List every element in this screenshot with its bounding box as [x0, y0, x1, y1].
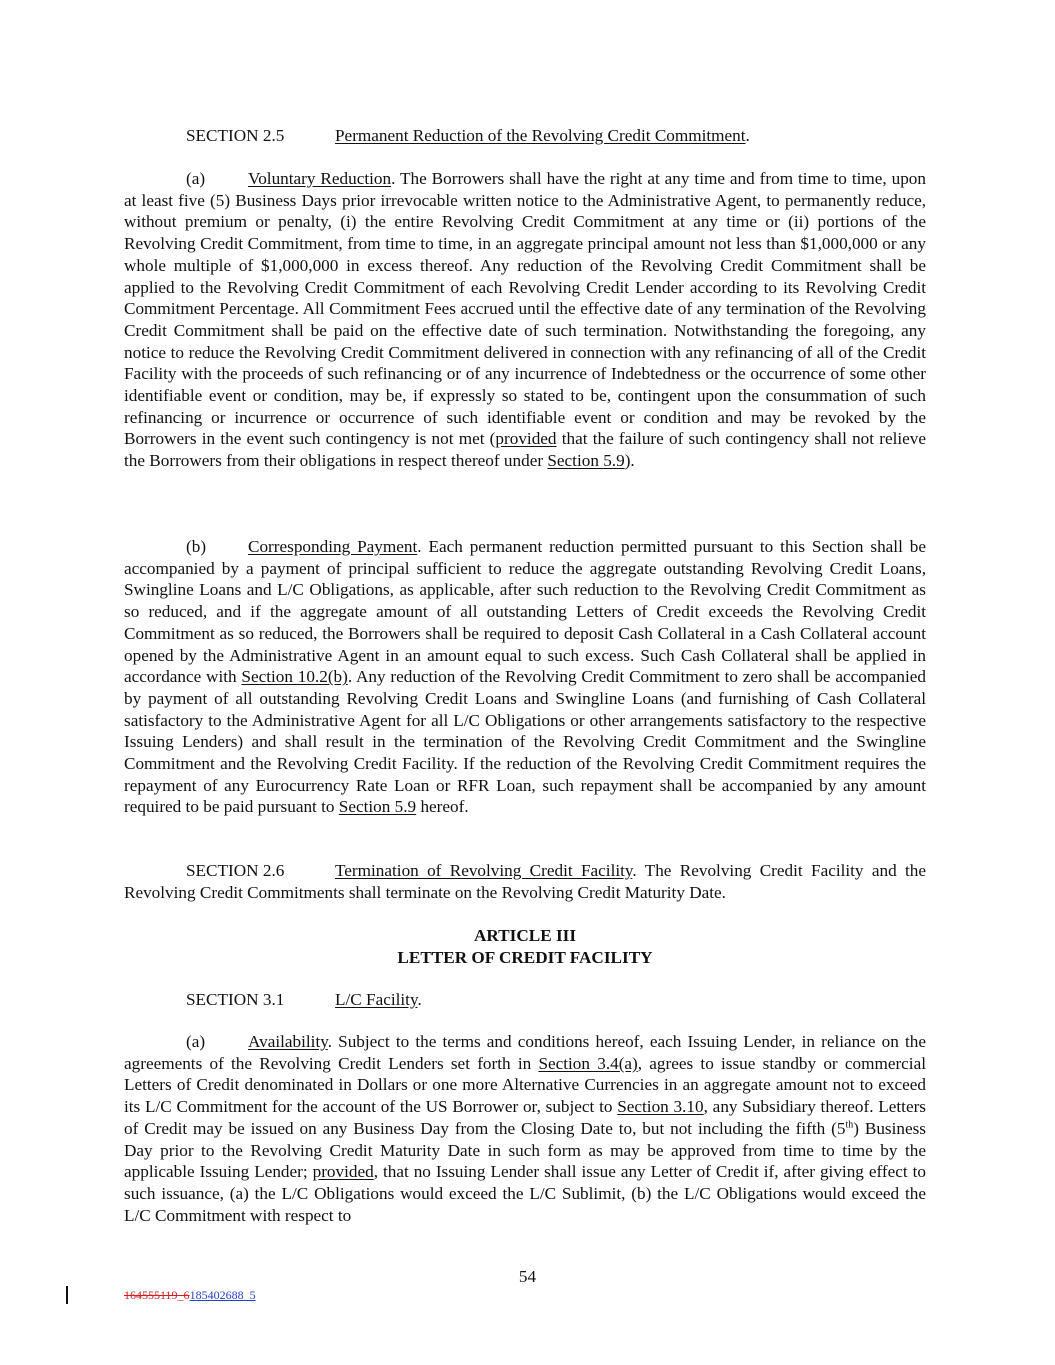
paragraph-text: hereof. [416, 797, 469, 817]
paragraph-text: , any Subsidiary thereof. Letters of Credit may be issued on any Business Day from the Closing Date to, but not including the fifth (5 [124, 1097, 926, 1138]
article-heading [124, 925, 926, 968]
paragraph-text: . The Borrowers shall have the right at any time and from time to time, upon at least five (5) Business Days prior irrevocable written notice to the Administrative Agent, to permanently reduce, without premium or penalty, (i) the entire Revolving Credit Commitment at any time or (ii) portions of the Revolving Credit Commitment, from time to time, in an aggregate principal amount not less than $1,000,000 or any whole multiple of $1,000,000 in excess thereof. Any reduction of the Revolving Credit Commitment shall be applied to the Revolving Credit Commitment of each Revolving Credit Lender according to its Revolving Credit Commitment Percentage. All Commitment Fees accrued until the effective date of any termination of the Revolving Credit Commitment shall be paid on the effective date of such termination. Notwithstanding the foregoing, any notice to reduce the Revolving Credit Commitment delivered in connection with any refinancing of all of the Credit Facility with the proceeds of such refinancing or of any incurrence of Indebtedness or the occurrence of some other identifiable event or condition, may be, if expressly so stated to be, contingent upon the consummation of such refinancing or incurrence or occurrence of such identifiable event or condition and may be revoked by the Borrowers in the event such contingency is not met ( [124, 169, 926, 449]
provided-term: provided [495, 429, 557, 449]
paragraph-text: . Subject to the terms and conditions hereof, each Issuing Lender, in reliance on the agreements of the Revolving Credit Lenders set forth in [124, 1032, 926, 1073]
paragraph-text: ). [624, 451, 635, 471]
section-title: Permanent Reduction of the Revolving Credit Commitment [335, 126, 746, 145]
clause-label: (a) [186, 1032, 206, 1051]
page-number: 54 [518, 1267, 537, 1286]
article-title: LETTER OF CREDIT FACILITY [397, 947, 653, 967]
section-2-5-heading: SECTION 2.5 Permanent Reduction of the Revolving Credit Commitment. [186, 126, 750, 145]
clause-heading: Corresponding Payment [248, 537, 418, 556]
paragraph-text: that the failure of such contingency shall not relieve the Borrowers from their obligations in respect thereof under [124, 429, 926, 471]
paragraph-text: . The Revolving Credit Facility and the Revolving Credit Commitments shall terminate on the Revolving Credit Maturity Date. [124, 861, 927, 902]
section-title: Termination of Revolving Credit Facility [335, 861, 633, 880]
paragraph-text: . Each permanent reduction permitted pursuant to this Section shall be accompanied by a payment of principal sufficient to reduce the aggregate outstanding Revolving Credit Loans, Swingline Loans and L/C Obligations, as applicable, after such reduction to the Revolving Credit Commitment as so reduced, and if the aggregate amount of all outstanding Letters of Credit exceeds the Revolving Credit Commitment as so reduced, the Borrowers shall be required to deposit Cash Collateral in a Cash Collateral account opened by the Administrative Agent in an amount equal to such excess. Such Cash Collateral shall be applied in accordance with [124, 537, 926, 687]
change-bar [66, 1286, 68, 1304]
inserted-doc-id: 185402688_5 [189, 1288, 256, 1302]
section-reference: Section 10.2(b) [241, 667, 348, 687]
section-2-5-a-paragraph [124, 168, 926, 472]
section-label: SECTION 2.5 [186, 126, 285, 145]
article-number: ARTICLE III [473, 926, 577, 945]
section-title: L/C Facility [335, 990, 418, 1009]
document-id-footer [124, 1288, 256, 1302]
section-2-5-b-paragraph [124, 536, 926, 818]
section-reference: Section 5.9 [338, 797, 417, 817]
section-2-6-paragraph [124, 860, 926, 903]
paragraph-text: . Any reduction of the Revolving Credit Commitment to zero shall be accompanied by payment of all outstanding Revolving Credit Loans and Swingline Loans (and furnishing of Cash Collateral satisfactory to the Administrative Agent for all L/C Obligations or other arrangements satisfactory to the respective Issuing Lenders) and shall result in the termination of the Revolving Credit Commitment and the Swingline Commitment and the Revolving Credit Facility. If the reduction of the Revolving Credit Commitment requires the repayment of any Eurocurrency Rate Loan or RFR Loan, such repayment shall be accompanied by any amount required to be paid pursuant to [124, 667, 926, 817]
paragraph-text: , agrees to issue standby or commercial Letters of Credit denominated in Dollars or one more Alternative Currencies in an aggregate amount not to exceed its L/C Commitment for the account of the US Borrower or, subject to [124, 1053, 926, 1117]
clause-label: (a) [186, 169, 206, 188]
deleted-doc-id: 164555119_6 [124, 1288, 190, 1302]
paragraph-text: ) Business Day prior to the Revolving Credit Maturity Date in such form as may be approved from time to time by the applicable Issuing Lender; [124, 1118, 926, 1182]
section-label: SECTION 3.1 [186, 990, 285, 1009]
provided-term: provided [312, 1162, 374, 1182]
section-reference: Section 3.10 [617, 1097, 704, 1117]
section-reference: Section 3.4(a) [538, 1053, 638, 1073]
section-3-1-a-paragraph [124, 1031, 926, 1226]
clause-heading: Voluntary Reduction [248, 169, 392, 188]
section-3-1-heading: SECTION 3.1 L/C Facility. [186, 990, 422, 1009]
clause-heading: Availability [248, 1032, 328, 1051]
section-reference: Section 5.9 [547, 451, 625, 471]
section-label: SECTION 2.6 [186, 861, 285, 880]
clause-label: (b) [186, 537, 207, 556]
paragraph-text: , that no Issuing Lender shall issue any Letter of Credit if, after giving effect to such issuance, (a) the L/C Obligations would exceed the L/C Sublimit, (b) the L/C Obligations would exceed the L/C Commitment with respect to [124, 1162, 926, 1225]
superscript: th [845, 1119, 854, 1131]
